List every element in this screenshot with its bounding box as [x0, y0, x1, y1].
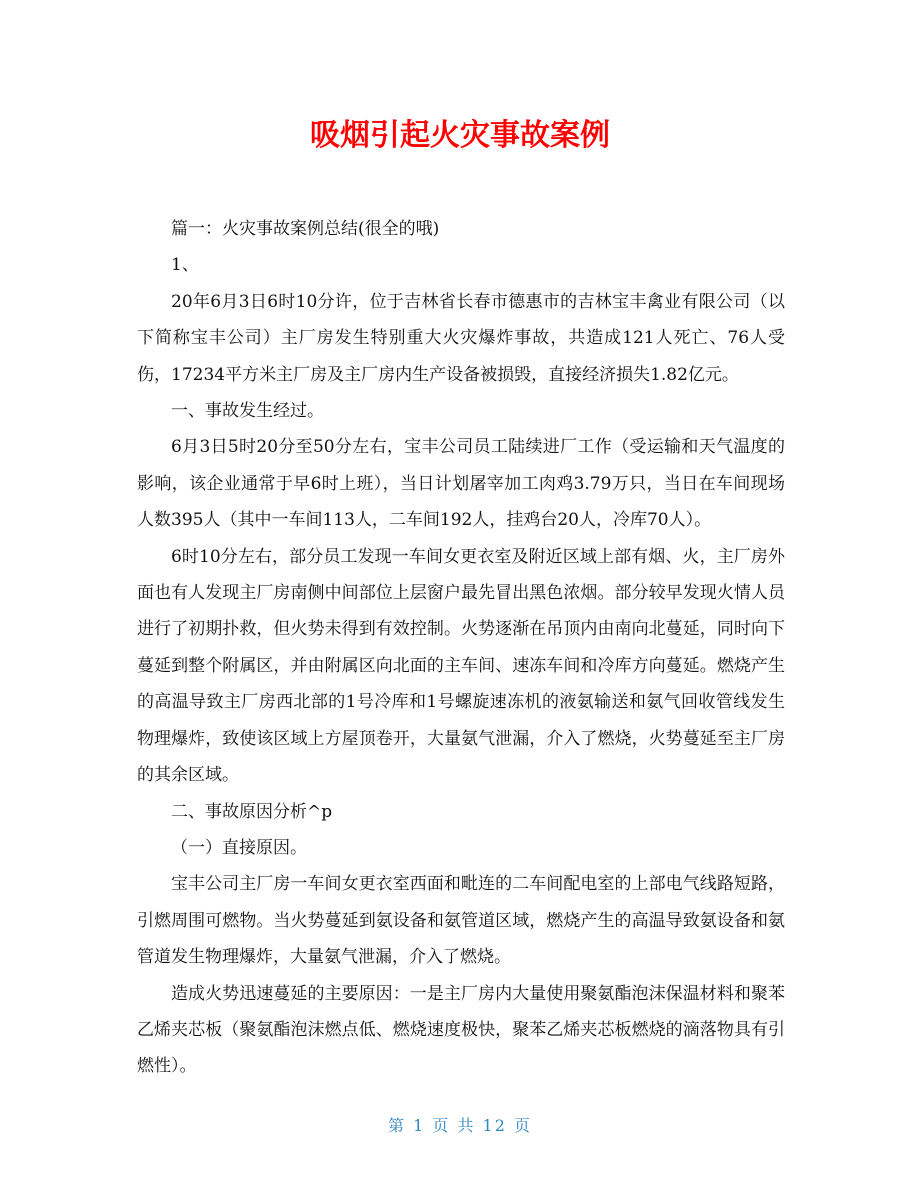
paragraph: 宝丰公司主厂房一车间女更衣室西面和毗连的二车间配电室的上部电气线路短路，引燃周围可燃物。当火势蔓延到氨设备和氨管道区域，燃烧产生的高温导致氨设备和氨管道发生物理爆炸，大量氨气泄漏，介入了燃烧。 [137, 874, 785, 968]
page-label-mid: 页 共 [432, 1116, 476, 1135]
paragraph: 篇一：火灾事故案例总结(很全的哦) [171, 219, 440, 239]
document-title: 吸烟引起火灾事故案例 [310, 118, 610, 153]
paragraph: （一）直接原因。 [171, 837, 307, 858]
paragraph: 20年6月3日6时10分许，位于吉林省长春市德惠市的吉林宝丰禽业有限公司（以下简称宝丰公司）主厂房发生特别重大火灾爆炸事故，共造成121人死亡、76人受伤，17234平方米主厂房及主厂房内生产设备被损毁，直接经济损失1.82亿元。 [137, 291, 785, 385]
page-label-suffix: 页 [514, 1116, 533, 1135]
page-current: 1 [413, 1116, 426, 1135]
page-footer [0, 1112, 920, 1140]
paragraph: 一、事故发生经过。 [171, 401, 324, 422]
paragraph: 6月3日5时20分至50分左右，宝丰公司员工陆续进厂工作（受运输和天气温度的影响，该企业通常于早6时上班），当日计划屠宰加工肉鸡3.79万只，当日在车间现场人数395人（其中一车间113人，二车间192人，挂鸡台20人，冷库70人）。 [137, 437, 785, 531]
page-label-prefix: 第 [387, 1116, 406, 1135]
paragraph: 1、 [171, 255, 199, 276]
paragraph: 6时10分左右，部分员工发现一车间女更衣室及附近区域上部有烟、火，主厂房外面也有人发现主厂房南侧中间部位上层窗户最先冒出黑色浓烟。部分较早发现火情人员进行了初期扑救，但火势未得到有效控制。火势逐渐在吊顶内由南向北蔓延，同时向下蔓延到整个附属区，并由附属区向北面的主车间、速冻车间和冷库方向蔓延。燃烧产生的高温导致主厂房西北部的1号冷库和1号螺旋速冻机的液氨输送和氨气回收管线发生物理爆炸，致使该区域上方屋顶卷开，大量氨气泄漏，介入了燃烧，火势蔓延至主厂房的其余区域。 [137, 546, 785, 786]
page-total: 12 [482, 1116, 507, 1135]
document-body [137, 211, 785, 1085]
paragraph: 二、事故原因分析^p [171, 801, 333, 822]
paragraph: 造成火势迅速蔓延的主要原因：一是主厂房内大量使用聚氨酯泡沫保温材料和聚苯乙烯夹芯板（聚氨酯泡沫燃点低、燃烧速度极快，聚苯乙烯夹芯板燃烧的滴落物具有引燃性）。 [137, 983, 785, 1077]
